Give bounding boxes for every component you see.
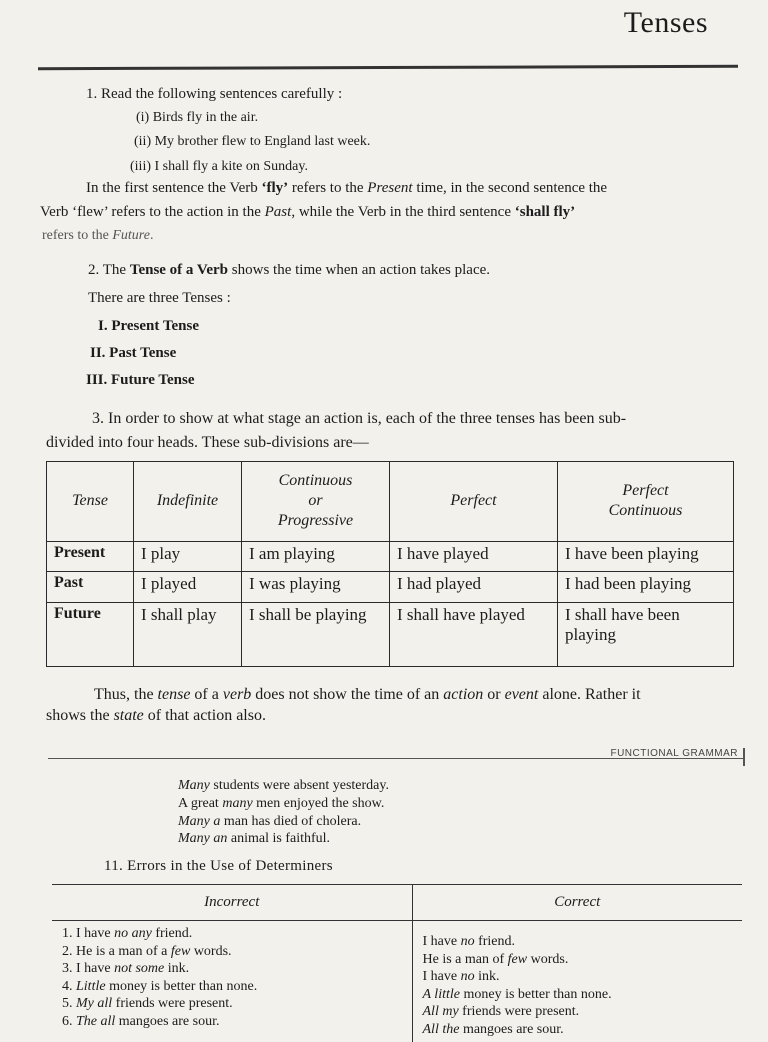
section1-para-line2: Verb ‘flew’ refers to the action in the Past, while the Verb in the third sentence ‘shall fly’ [40, 204, 575, 221]
list-item: 2. He is a man of a few words. [62, 943, 402, 961]
section11-heading: 11. Errors in the Use of Determiners [104, 858, 333, 875]
incorrect-column [52, 921, 412, 1042]
tense-item-present: I. Present Tense [98, 318, 199, 335]
example-2: (ii) My brother flew to England last week. [134, 134, 370, 150]
running-footer: FUNCTIONAL GRAMMAR [610, 748, 738, 759]
table-cell: I played [134, 572, 242, 603]
conclusion-line2: shows the state of that action also. [46, 707, 266, 725]
table-cell: I shall have played [390, 603, 558, 667]
table-cell: I am playing [242, 541, 390, 572]
list-item: I have no ink. [423, 968, 733, 986]
table-cell: I had played [390, 572, 558, 603]
list-item: 4. Little money is better than none. [62, 978, 402, 996]
tenses-table [46, 461, 734, 667]
table-cell: I had been playing [558, 572, 734, 603]
table-cell: I have played [390, 541, 558, 572]
section2-line: 2. The Tense of a Verb shows the time when an action takes place. [88, 262, 490, 279]
list-item: All my friends were present. [423, 1003, 733, 1021]
list-item: All the mangoes are sour. [423, 1021, 733, 1039]
header-incorrect: Incorrect [52, 885, 412, 921]
header-perfect-continuous: Perfect Continuous [558, 462, 734, 542]
page-title: Tenses [624, 6, 708, 40]
tense-item-future: III. Future Tense [86, 372, 195, 389]
table-row [47, 572, 734, 603]
list-item: He is a man of few words. [423, 951, 733, 969]
section1-intro: 1. Read the following sentences carefully : [86, 86, 342, 103]
row-label-past: Past [47, 572, 134, 603]
section1-para-line3: refers to the Future. [42, 228, 153, 244]
divider-rule-end [743, 748, 745, 766]
many-example-2: A great many men enjoyed the show. [178, 796, 384, 812]
section2-three: There are three Tenses : [88, 290, 231, 307]
list-item: I have no friend. [423, 933, 733, 951]
header-continuous: Continuous or Progressive [242, 462, 390, 542]
top-rule [38, 65, 738, 70]
table-cell: I was playing [242, 572, 390, 603]
header-correct: Correct [412, 885, 742, 921]
table-row [52, 921, 742, 1042]
tense-item-past: II. Past Tense [90, 345, 176, 362]
header-perfect: Perfect [390, 462, 558, 542]
table-row [47, 541, 734, 572]
table-cell: I shall have been playing [558, 603, 734, 667]
list-item: A little money is better than none. [423, 986, 733, 1004]
table-cell: I shall play [134, 603, 242, 667]
errors-table-header-row [52, 885, 742, 921]
list-item: 6. The all mangoes are sour. [62, 1013, 402, 1031]
errors-table [52, 884, 742, 1042]
list-item: 1. I have no any friend. [62, 925, 402, 943]
many-example-4: Many an animal is faithful. [178, 831, 330, 847]
many-example-1: Many students were absent yesterday. [178, 778, 389, 794]
section1-para-line1: In the first sentence the Verb ‘fly’ refers to the Present time, in the second sentence the [86, 180, 607, 197]
correct-column [412, 921, 742, 1042]
list-item: 3. I have not some ink. [62, 960, 402, 978]
header-indefinite: Indefinite [134, 462, 242, 542]
row-label-future: Future [47, 603, 134, 667]
section3-line1: 3. In order to show at what stage an action is, each of the three tenses has been sub- [92, 410, 626, 428]
table-row [47, 603, 734, 667]
many-example-3: Many a man has died of cholera. [178, 814, 361, 830]
row-label-present: Present [47, 541, 134, 572]
example-1: (i) Birds fly in the air. [136, 110, 258, 126]
table-cell: I have been playing [558, 541, 734, 572]
table-cell: I play [134, 541, 242, 572]
list-item: 5. My all friends were present. [62, 995, 402, 1013]
table-cell: I shall be playing [242, 603, 390, 667]
header-tense: Tense [47, 462, 134, 542]
conclusion-line1: Thus, the tense of a verb does not show the time of an action or event alone. Rather it [94, 686, 641, 704]
section3-line2: divided into four heads. These sub-divisions are— [46, 434, 369, 452]
tenses-table-header-row [47, 462, 734, 542]
example-3: (iii) I shall fly a kite on Sunday. [130, 159, 308, 175]
